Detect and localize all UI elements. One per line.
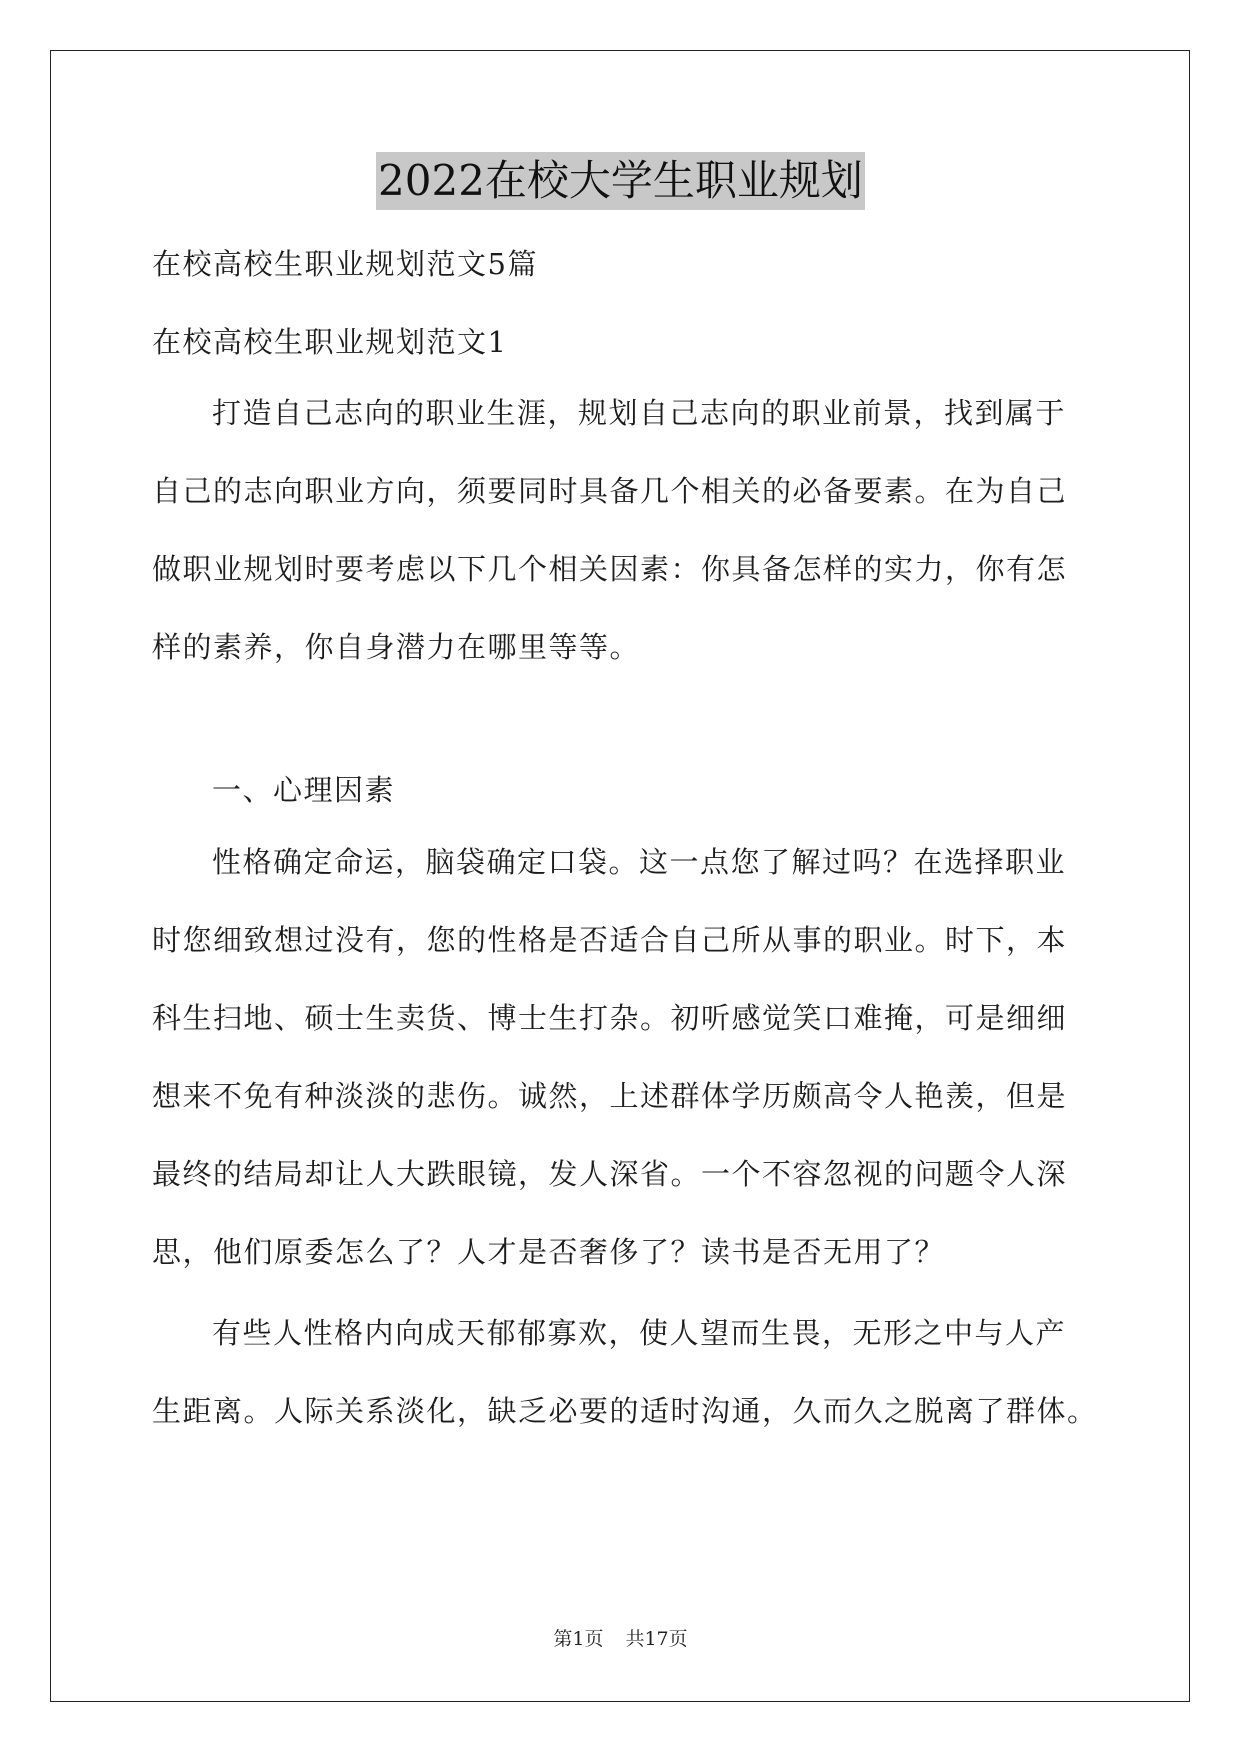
paragraph-line: 时您细致想过没有，您的性格是否适合自己所从事的职业。时下，本 [152,923,1068,957]
paragraph-line: 性格确定命运，脑袋确定口袋。这一点您了解过吗？在选择职业 [212,845,1067,879]
paragraph-line: 打造自己志向的职业生涯，规划自己志向的职业前景，找到属于 [212,396,1067,430]
section-heading: 一、心理因素 [212,773,396,807]
paragraph-line: 科生扫地、硕士生卖货、博士生打杂。初听感觉笑口难掩，可是细细 [152,1001,1068,1035]
paragraph-line: 有些人性格内向成天郁郁寡欢，使人望而生畏，无形之中与人产 [212,1316,1067,1350]
paragraph-line: 样的素养，你自身潜力在哪里等等。 [152,630,641,664]
paragraph-line: 想来不免有种淡淡的悲伤。诚然，上述群体学历颇高令人艳羡，但是 [152,1079,1068,1113]
paragraph-line: 思，他们原委怎么了？人才是否奢侈了？读书是否无用了？ [152,1235,946,1269]
paragraph-line: 最终的结局却让人大跌眼镜，发人深省。一个不容忽视的问题令人深 [152,1157,1068,1191]
page-number: 第1页 [553,1628,604,1650]
subtitle-collection: 在校高校生职业规划范文5篇 [152,247,538,281]
document-title: 2022在校大学生职业规划 [376,152,865,210]
page-footer [0,1627,1241,1651]
paragraph-line: 生距离。人际关系淡化，缺乏必要的适时沟通，久而久之脱离了群体。 [152,1394,1098,1428]
title-container [0,152,1241,210]
subtitle-essay-1: 在校高校生职业规划范文1 [152,325,508,359]
paragraph-line: 自己的志向职业方向，须要同时具备几个相关的必备要素。在为自己 [152,474,1068,508]
paragraph-line: 做职业规划时要考虑以下几个相关因素：你具备怎样的实力，你有怎 [152,552,1068,586]
page-total: 共17页 [625,1628,688,1650]
